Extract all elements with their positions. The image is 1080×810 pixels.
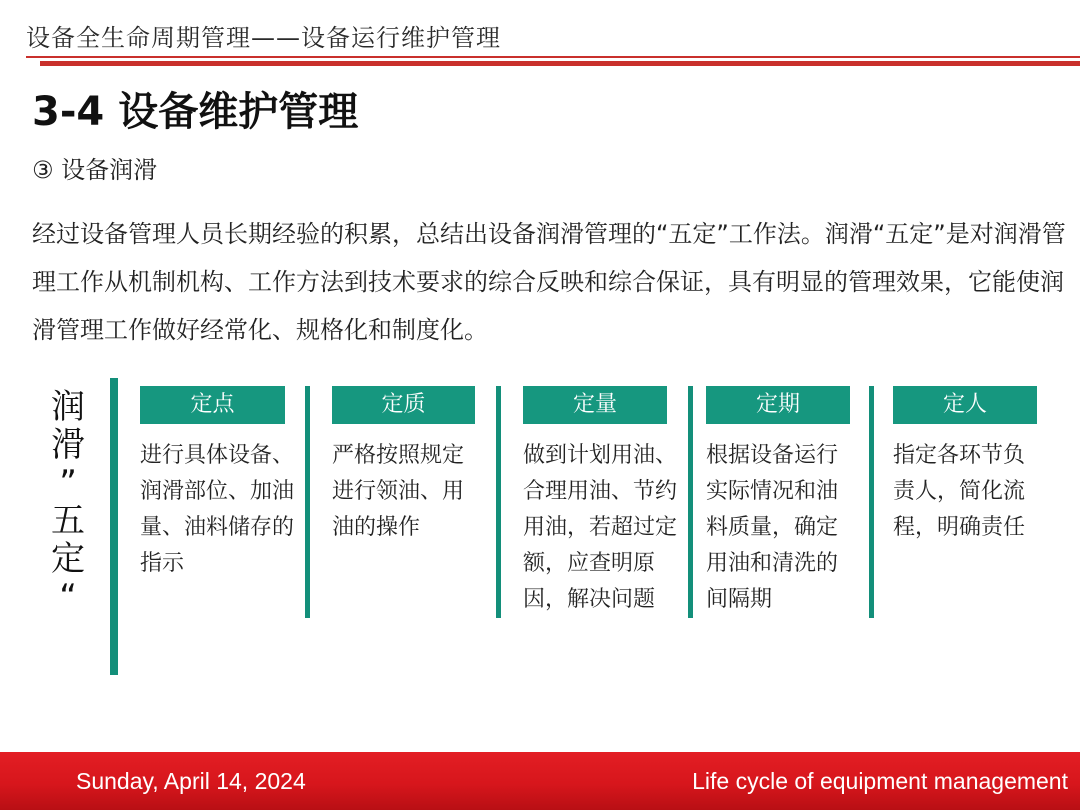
label-char: 定	[51, 539, 85, 579]
diagram-left-bar	[110, 378, 118, 675]
label-char: 润	[51, 387, 85, 427]
header-title: 设备全生命周期管理——设备运行维护管理	[26, 24, 501, 52]
footer-caption: Life cycle of equipment management	[692, 768, 1068, 794]
footer-date: Sunday, April 14, 2024	[76, 768, 306, 794]
column-header-dingzhi: 定质	[332, 386, 475, 424]
header-divider-thin	[26, 56, 1080, 58]
column-body-dingqi: 根据设备运行实际情况和油料质量，确定用油和清洗的间隔期	[706, 443, 839, 612]
column-divider	[688, 386, 693, 618]
column-divider	[869, 386, 874, 618]
subsection-title: ③ 设备润滑	[32, 156, 158, 184]
column-header-dingdian: 定点	[140, 386, 285, 424]
column-header-dingliang: 定量	[523, 386, 667, 424]
five-fixed-vertical-label	[42, 388, 94, 616]
section-title: 3-4 设备维护管理	[32, 89, 359, 135]
label-char: “	[59, 577, 77, 617]
column-body-dingren: 指定各环节负责人，简化流程，明确责任	[893, 443, 1026, 540]
label-char: ”	[59, 463, 77, 503]
column-body-dingliang: 做到计划用油、合理用油、节约用油，若超过定额，应查明原因，解决问题	[523, 443, 678, 612]
column-header-dingqi: 定期	[706, 386, 850, 424]
column-header-dingren: 定人	[893, 386, 1037, 424]
intro-paragraph: 经过设备管理人员长期经验的积累，总结出设备润滑管理的“五定”工作法。润滑“五定”是对润滑管理工作从机制机构、工作方法到技术要求的综合反映和综合保证，具有明显的管理效果，它能使润滑管理工作做好经常化、规格化和制度化。	[32, 220, 1066, 344]
column-divider	[496, 386, 501, 618]
column-body-dingdian: 进行具体设备、润滑部位、加油量、油料储存的指示	[140, 443, 295, 576]
label-char: 滑	[51, 425, 85, 465]
column-body-dingzhi: 严格按照规定进行领油、用油的操作	[332, 443, 465, 540]
header-divider-thick	[40, 61, 1080, 66]
label-char: 五	[51, 501, 85, 541]
column-divider	[305, 386, 310, 618]
